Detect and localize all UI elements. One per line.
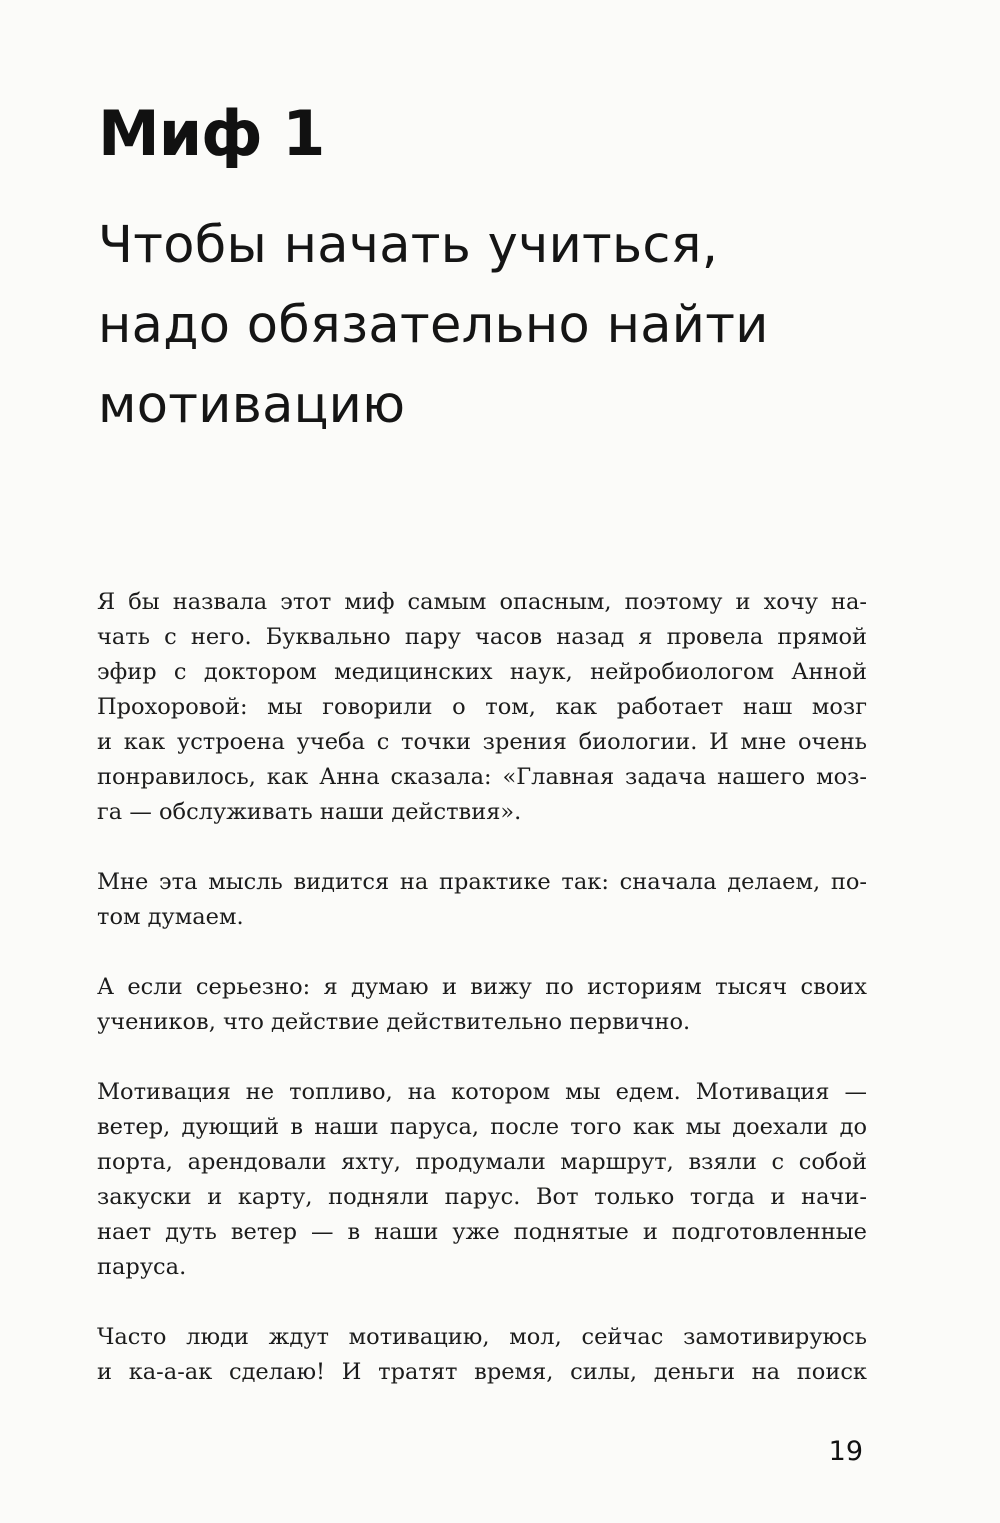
body-text [97,585,867,1425]
text-line: эфир с доктором медицинских наук, нейробиологом Анной [97,659,867,685]
chapter-title-line: надо обязательно найти [98,296,769,355]
chapter-label: Миф 1 [98,97,325,170]
page-number: 19 [828,1436,863,1467]
paragraph [97,970,867,1040]
text-line: нает дуть ветер — в наши уже поднятые и подготовленные [97,1219,867,1245]
text-line: паруса. [97,1254,187,1280]
text-line: том думаем. [97,904,244,930]
text-line: порта, арендовали яхту, продумали маршрут, взяли с собой [97,1149,867,1175]
text-line: закуски и карту, подняли парус. Вот только тогда и начи- [97,1184,867,1210]
paragraph [97,865,867,935]
text-line: Часто люди ждут мотивацию, мол, сейчас замотивируюсь [97,1324,867,1350]
chapter-title [98,206,898,446]
text-line: и ка-а-ак сделаю! И тратят время, силы, деньги на поиск [97,1359,867,1385]
text-line: Мне эта мысль видится на практике так: сначала делаем, по- [97,869,867,895]
text-line: и как устроена учеба с точки зрения биологии. И мне очень [97,729,867,755]
chapter-title-line: мотивацию [98,376,406,435]
text-line: учеников, что действие действительно первично. [97,1009,691,1035]
paragraph [97,1075,867,1285]
text-line: чать с него. Буквально пару часов назад я провела прямой [97,624,867,650]
text-line: понравилось, как Анна сказала: «Главная задача нашего моз- [97,764,867,790]
paragraph [97,1320,867,1390]
text-line: ветер, дующий в наши паруса, после того как мы доехали до [97,1114,867,1140]
text-line: А если серьезно: я думаю и вижу по историям тысяч своих [97,974,867,1000]
text-line: га — обслуживать наши действия». [97,799,522,825]
chapter-title-line: Чтобы начать учиться, [98,216,719,275]
text-line: Мотивация не топливо, на котором мы едем. Мотивация — [97,1079,867,1105]
text-line: Я бы назвала этот миф самым опасным, поэтому и хочу на- [97,589,867,615]
paragraph [97,585,867,830]
text-line: Прохоровой: мы говорили о том, как работает наш мозг [97,694,867,720]
